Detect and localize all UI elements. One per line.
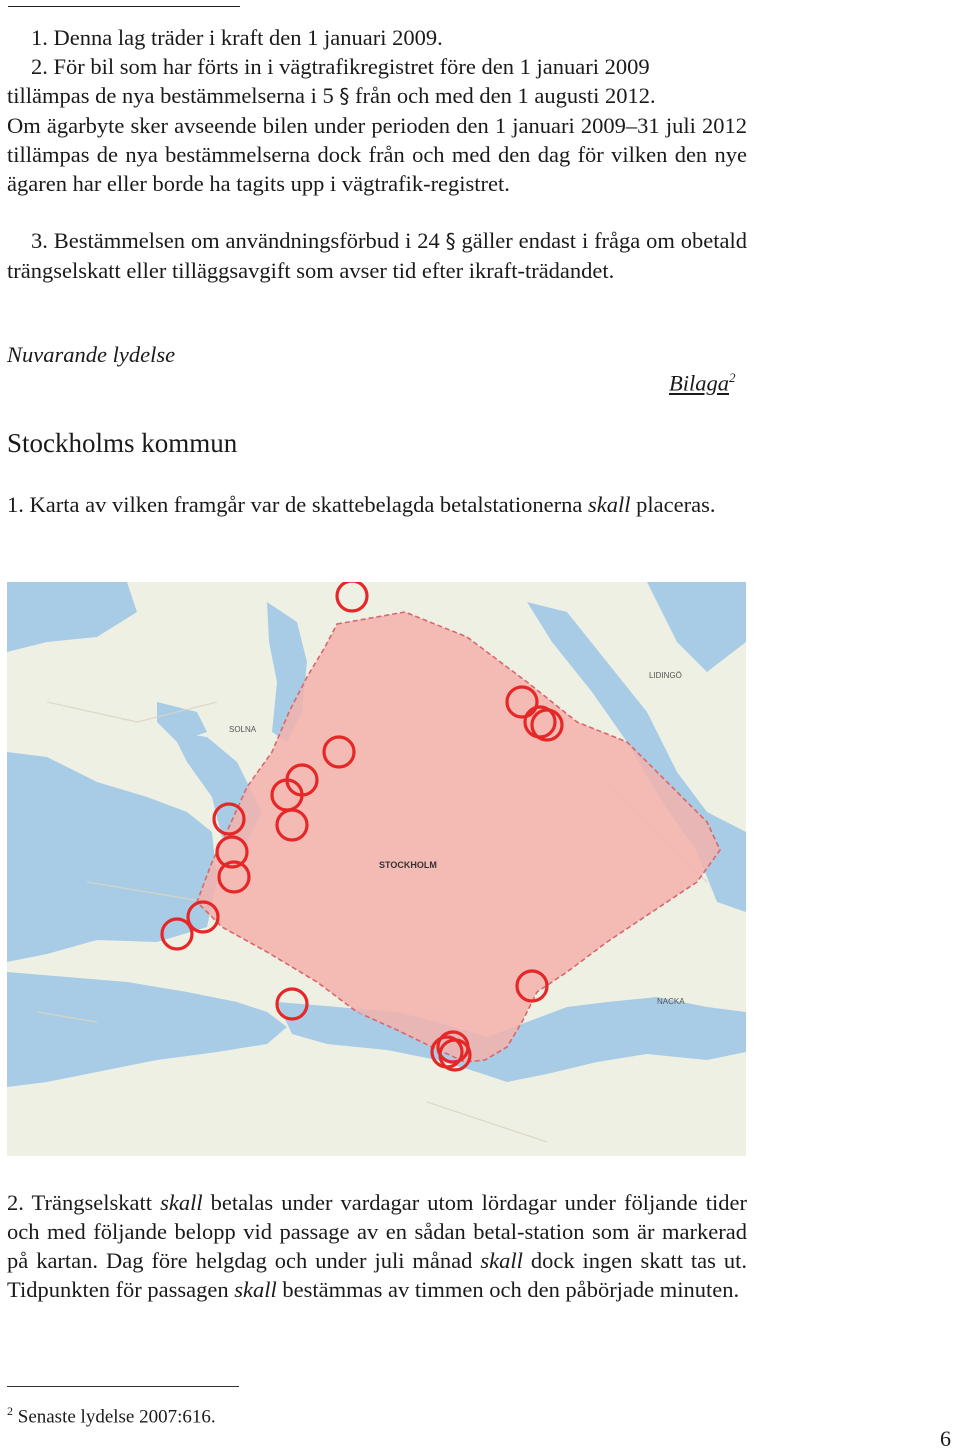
provision-1: 1. Denna lag träder i kraft den 1 januari 2009. (31, 25, 443, 50)
provision-2-rest: Om ägarbyte sker avseende bilen under perioden den 1 januari 2009–31 juli 2012 tillämpas de nya bestämmelserna dock från och med den dag för vilken den nye ägaren har eller borde ha tagits upp i vägtrafik-registret. (7, 113, 747, 196)
provision-2-line2: tillämpas de nya bestämmelserna i 5 § från och med den 1 augusti 2012. (7, 83, 656, 108)
page-number: 6 (940, 1426, 951, 1451)
section-sign: § (339, 84, 350, 108)
map-label-area: LIDINGÖ (649, 671, 682, 680)
bilaga-label: Bilaga$^2$ (669, 370, 736, 396)
provision-2-line1: 2. För bil som har förts in i vägtrafikregistret före den 1 januari 2009 (31, 54, 650, 79)
footnote-separator (7, 1386, 239, 1387)
point-1: 1. Karta av vilken framgår var de skattebelagda betalstationerna skall placeras. (7, 492, 716, 517)
provision-2 (7, 52, 747, 198)
page-heading: Stockholms kommun (7, 428, 238, 458)
map-label-area: SOLNA (229, 725, 257, 734)
congestion-zone-map (7, 582, 746, 1156)
map-label-area: NACKA (657, 997, 685, 1006)
map-label-city: STOCKHOLM (379, 860, 437, 870)
footnote: $^2$ Senaste lydelse 2007:616. (7, 1404, 216, 1428)
nuvarande-lydelse: Nuvarande lydelse (7, 342, 176, 367)
footnote-separator-top (8, 6, 240, 7)
point-2: 2. Trängselskatt skall betalas under vardagar utom lördagar under följande tider och med följande belopp vid passage av en sådan betal-station som är markerad på kartan. Dag före helgdag och under juli månad skall dock ingen skatt tas ut. Tidpunkten för passagen skall bestämmas av timmen och den påbörjade minuten. (7, 1190, 748, 1302)
provision-3: 3. Bestämmelsen om användningsförbud i 24 § gäller endast i fråga om obetald trängselskatt eller tilläggsavgift som avser tid efter ikraft-trädandet. (7, 228, 748, 283)
section-sign: § (445, 229, 456, 253)
